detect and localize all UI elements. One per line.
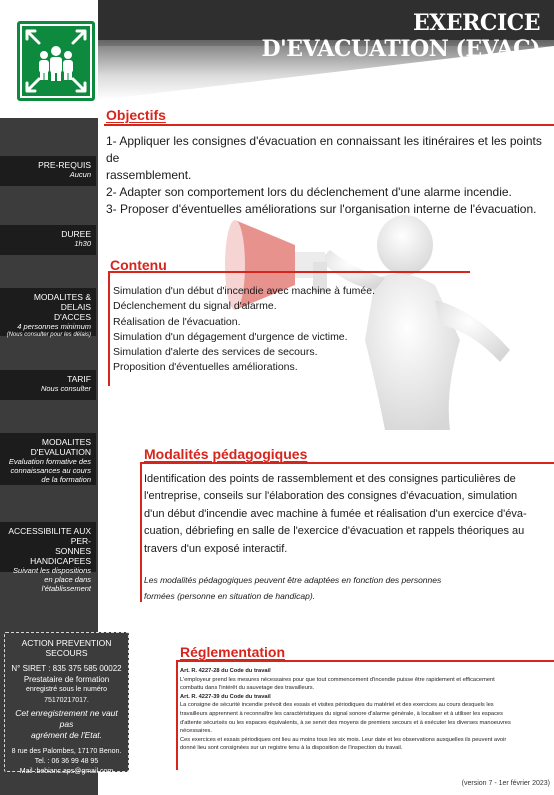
tab-evaluation [0, 433, 96, 485]
contenu-heading: Contenu [110, 257, 167, 273]
evaluation-line-3: de la formation [41, 475, 91, 484]
modalites-title-1: MODALITES & DELAIS [33, 292, 91, 312]
reglementation-heading: Réglementation [180, 644, 286, 660]
modalites-note-2: formées (personne en situation de handicap). [144, 591, 316, 601]
accessibilite-line-2: en place dans l'établissement [41, 575, 91, 593]
contact-italic-1: Cet enregistrement ne vaut pas [15, 708, 118, 729]
contact-mail[interactable]: Mail :bebianc.aps@gmail.com [19, 768, 114, 775]
contenu-list [113, 284, 375, 376]
tab-duree [0, 225, 96, 255]
contact-italic-2: agrément de l'Etat. [30, 730, 103, 740]
modalites-title-2: D'ACCES [53, 312, 91, 322]
objectifs-underline [104, 124, 554, 126]
reglementation-text-line: La consigne de sécurité incendie prévoit des essais et visites périodiques du matériel et des exercices au cours desquels les [180, 702, 494, 709]
modalites-line: d'un début d'incendie avec machine à fumée et réalisation d'un exercice d'éva- [144, 507, 527, 520]
tab-modalites-acces [0, 288, 96, 336]
contact-line-2: enregistré sous le numéro 75170217017. [26, 686, 107, 704]
contact-tel: Tel. : 06 36 99 48 95 [34, 758, 99, 765]
evaluation-line-2: connaissances au cours [10, 466, 91, 475]
reglementation-article-1: Art. R. 4227-28 du Code du travail [180, 668, 271, 674]
list-item: Proposition d'éventuelles améliorations. [113, 361, 298, 374]
modalites-line: Identification des points de rassemblement et des consignes particulières de [144, 473, 516, 485]
tab-accessibilite [0, 522, 96, 593]
reglementation-text-line: nécessaires. [180, 728, 212, 735]
contenu-side-line [108, 271, 110, 386]
reglementation-side-line [176, 660, 178, 770]
objectifs-line-3: 2- Adapter son comportement lors du déclenchement d'une alarme incendie. [106, 185, 512, 199]
modalites-line: l'entreprise, conseils sur l'élaboration des consignes d'évacuation, simulation [144, 490, 518, 503]
reglementation-text-line: donné lieu sont consignées sur un registre tenu à la disposition de l'inspection du travail. [180, 745, 403, 752]
list-item: Simulation d'un début d'incendie avec machine à fumée. [113, 285, 376, 297]
modalites-pedagogiques-text [144, 471, 527, 558]
reglementation-text-line: L'employeur prend les mesures nécessaires pour que tout commencement d'incendie puisse être rapidement et efficacement [180, 676, 495, 683]
reglementation-text-line: d'attente sécurisés ou les espaces équivalents, à se servir des moyens de premiers secours et à exécuter les diverses manoeuvres [180, 719, 511, 726]
reglementation-text-line: Ces exercices et essais périodiques ont lieu au moins tous les six mois. Leur date et les observations auxquelles ils peuvent avoir [180, 736, 507, 743]
contact-line-1: Prestataire de formation [23, 674, 110, 684]
objectifs-heading: Objectifs [106, 107, 166, 123]
logo [14, 18, 98, 104]
tab-prerequis [0, 156, 96, 186]
accessibilite-title-2: SONNES HANDICAPEES [30, 546, 91, 566]
contact-title: ACTION PREVENTION SECOURS [21, 638, 112, 658]
objectifs-line-1: 1- Appliquer les consignes d'évacuation en connaissant les itinéraires et les points de [106, 134, 542, 165]
reglementation-text [180, 667, 550, 753]
assembly-point-icon [17, 21, 95, 101]
list-item: Simulation d'alerte des services de secours. [113, 346, 318, 359]
reglementation-text-line: travailleurs apprennent à reconnaître les caractéristiques du signal sonore d'alarme générale, à localiser et à utiliser les espaces [180, 710, 503, 717]
accessibilite-title-1: ACCESSIBILITE AUX PER- [8, 526, 91, 546]
list-item: Simulation d'un dégagement d'urgence de victime. [113, 330, 348, 343]
objectifs-line-4: 3- Proposer d'éventuelles améliorations sur l'organisation interne de l'évacuation. [106, 202, 537, 216]
modalites-pedagogiques-heading: Modalités pédagogiques [144, 446, 308, 462]
contact-address: 8 rue des Palombes, 17170 Benon. [11, 748, 122, 755]
duree-value: 1h30 [74, 239, 91, 248]
reglementation-article-2: Art. R. 4227-39 du Code du travail [180, 693, 271, 700]
reglementation-text-line: combattu dans l'intérêt du sauvetage des travailleurs. [180, 685, 315, 692]
modalites-line: cuation, débriefing en salle de l'exercice d'évacuation et rappels théoriques au [144, 525, 525, 538]
prerequis-title: PRE-REQUIS [38, 160, 91, 170]
modalites-value: 4 personnes minimum [17, 322, 91, 331]
contact-disclaimer [9, 708, 124, 741]
list-item: Déclenchement du signal d'alarme. [113, 300, 277, 313]
objectifs-line-2: rassemblement. [106, 168, 192, 182]
modalites-note-1: Les modalités pédagogiques peuvent être adaptées en fonction des personnes [144, 575, 442, 585]
list-item: Réalisation de l'évacuation. [113, 315, 241, 328]
objectifs-text [106, 133, 554, 218]
accessibilite-line-1: Suivant les dispositions [13, 566, 91, 575]
tarif-title: TARIF [67, 374, 91, 384]
version-label: (version 7 - 1er février 2023) [461, 780, 550, 787]
contact-box [4, 632, 129, 775]
prerequis-value: Aucun [69, 170, 91, 179]
evaluation-line-1: Evaluation formative des [8, 457, 91, 466]
reglementation-underline [176, 660, 554, 662]
tab-tarif [0, 370, 96, 400]
modalites-pedagogiques-underline [140, 462, 554, 464]
modalites-note: (Nous consulter pour les délais) [6, 332, 91, 338]
evaluation-title: MODALITES D'EVALUATION [30, 437, 91, 457]
page-title: EXERCICE D'EVACUATION (EVAC) [261, 10, 540, 62]
modalites-pedagogiques-side-line [140, 462, 142, 602]
tarif-value: Nous consulter [40, 384, 91, 393]
contact-siret: N° SIRET : 835 375 585 00022 [11, 664, 122, 673]
duree-title: DUREE [61, 229, 91, 239]
modalites-pedagogiques-note [144, 572, 441, 604]
modalites-line: travers d'un exposé interactif. [144, 542, 288, 555]
